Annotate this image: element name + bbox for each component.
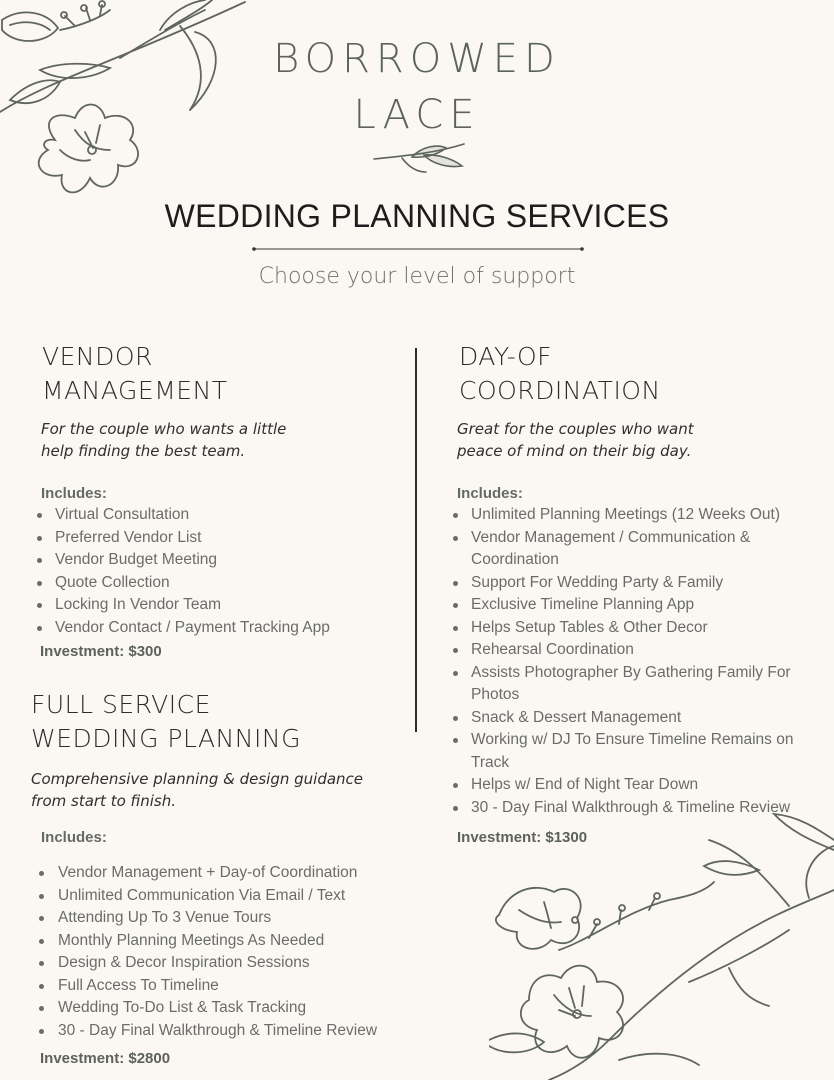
list-item: Attending Up To 3 Venue Tours bbox=[31, 907, 421, 930]
section-title-line: FULL SERVICE bbox=[31, 690, 211, 719]
section-title-line: VENDOR bbox=[42, 342, 153, 371]
floral-branch-icon bbox=[489, 810, 834, 1080]
section-title bbox=[31, 688, 421, 756]
description-line: from start to finish. bbox=[31, 792, 176, 810]
list-item: Quote Collection bbox=[41, 572, 381, 595]
list-item: Snack & Dessert Management bbox=[457, 707, 827, 730]
full-service-section bbox=[31, 688, 421, 1067]
list-item: Preferred Vendor List bbox=[41, 527, 381, 550]
description-line: For the couple who wants a little bbox=[41, 420, 287, 438]
page-subtitle: Choose your level of support bbox=[258, 264, 576, 289]
section-title-line: MANAGEMENT bbox=[42, 376, 228, 405]
section-title-line: WEDDING PLANNING bbox=[31, 724, 301, 753]
description-line: Comprehensive planning & design guidance bbox=[31, 770, 364, 788]
section-title-line: COORDINATION bbox=[459, 376, 661, 405]
includes-label: Includes: bbox=[457, 485, 523, 502]
description-line: help finding the best team. bbox=[41, 442, 246, 460]
investment-price: Investment: $1300 bbox=[457, 829, 588, 846]
list-item: Working w/ DJ To Ensure Timeline Remains on Track bbox=[457, 729, 827, 774]
list-item: Vendor Management + Day-of Coordination bbox=[31, 862, 421, 885]
section-title-line: DAY-OF bbox=[459, 342, 553, 371]
list-item: Locking In Vendor Team bbox=[41, 594, 381, 617]
list-item: Full Access To Timeline bbox=[31, 975, 421, 998]
list-item: Support For Wedding Party & Family bbox=[457, 572, 827, 595]
page-title: WEDDING PLANNING SERVICES bbox=[164, 198, 670, 234]
list-item: Vendor Contact / Payment Tracking App bbox=[41, 617, 381, 640]
leaf-sprig-icon bbox=[372, 142, 466, 176]
list-item: Vendor Budget Meeting bbox=[41, 549, 381, 572]
list-item: Helps w/ End of Night Tear Down bbox=[457, 774, 827, 797]
description-line: Great for the couples who want bbox=[457, 420, 694, 438]
includes-list bbox=[41, 504, 381, 639]
section-title bbox=[459, 340, 827, 408]
list-item: Exclusive Timeline Planning App bbox=[457, 594, 827, 617]
column-divider bbox=[415, 348, 417, 732]
includes-list bbox=[31, 862, 421, 1042]
list-item: Helps Setup Tables & Other Decor bbox=[457, 617, 827, 640]
includes-list bbox=[457, 504, 827, 819]
list-item: 30 - Day Final Walkthrough & Timeline Review bbox=[457, 797, 827, 820]
section-description bbox=[457, 418, 827, 462]
list-item: Rehearsal Coordination bbox=[457, 639, 827, 662]
description-line: peace of mind on their big day. bbox=[457, 442, 692, 460]
list-item: Vendor Management / Communication & Coordination bbox=[457, 527, 827, 572]
title-divider bbox=[252, 244, 584, 254]
section-description bbox=[31, 768, 421, 812]
includes-label: Includes: bbox=[41, 829, 107, 846]
investment-price: Investment: $2800 bbox=[40, 1050, 171, 1067]
investment-price: Investment: $300 bbox=[40, 643, 162, 660]
list-item: Monthly Planning Meetings As Needed bbox=[31, 930, 421, 953]
list-item: Wedding To-Do List & Task Tracking bbox=[31, 997, 421, 1020]
list-item: Unlimited Planning Meetings (12 Weeks Out) bbox=[457, 504, 827, 527]
day-of-coordination-section bbox=[457, 340, 827, 846]
brand-name-line2: LACE bbox=[353, 92, 481, 138]
list-item: Design & Decor Inspiration Sessions bbox=[31, 952, 421, 975]
section-description bbox=[41, 418, 381, 462]
includes-label: Includes: bbox=[41, 485, 107, 502]
list-item: 30 - Day Final Walkthrough & Timeline Review bbox=[31, 1020, 421, 1043]
brand-name-line1: BORROWED bbox=[273, 36, 561, 82]
vendor-management-section bbox=[41, 340, 381, 660]
list-item: Assists Photographer By Gathering Family For Photos bbox=[457, 662, 827, 707]
list-item: Virtual Consultation bbox=[41, 504, 381, 527]
section-title bbox=[42, 340, 381, 408]
list-item: Unlimited Communication Via Email / Text bbox=[31, 885, 421, 908]
brand-logo bbox=[0, 36, 834, 138]
